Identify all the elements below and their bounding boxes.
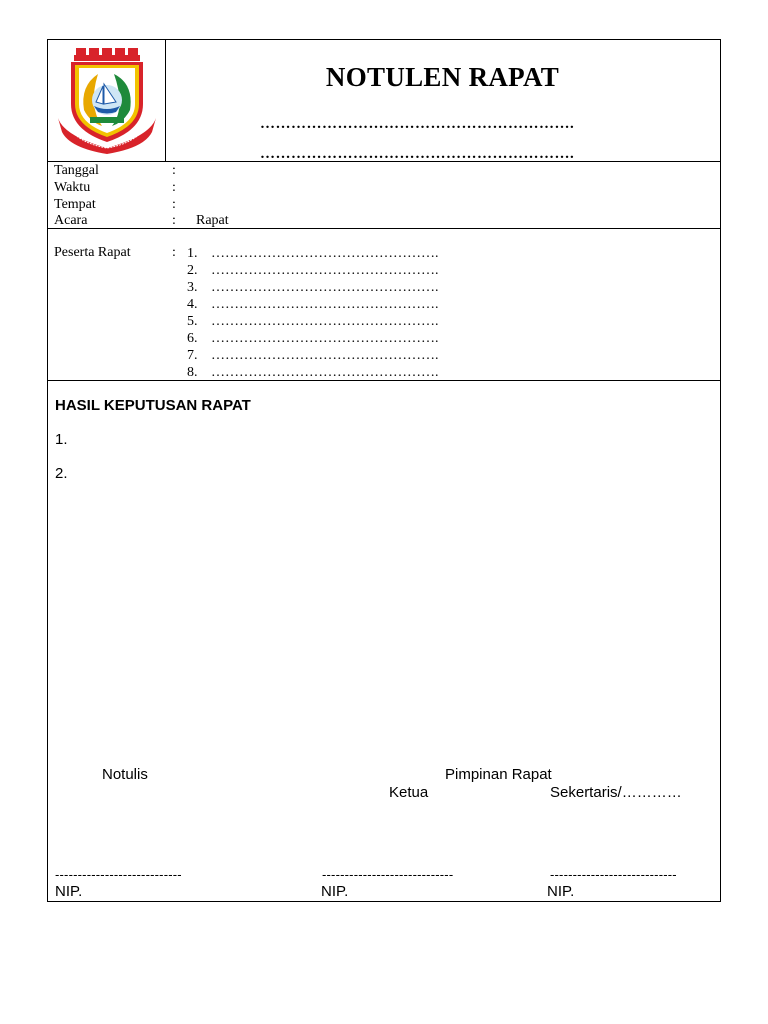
acara-label: Acara [54, 213, 88, 228]
notulis-label: Notulis [102, 766, 148, 783]
results-title: HASIL KEPUTUSAN RAPAT [55, 397, 251, 414]
result-item-1[interactable]: 1. [55, 431, 68, 448]
notulis-signature-line: ---------------------------- [55, 867, 182, 882]
sekertaris-signature-line: ---------------------------- [550, 867, 677, 882]
form-header [48, 40, 720, 162]
document-title: NOTULEN RAPAT [325, 62, 560, 92]
meeting-info [48, 161, 720, 229]
notulis-nip[interactable]: NIP. [55, 883, 83, 900]
tanggal-label: Tanggal [54, 163, 99, 178]
participant-blank: …………………………………………. [211, 263, 439, 278]
participant-blank: …………………………………………. [211, 314, 439, 329]
participant-blank: …………………………………………. [211, 331, 439, 346]
peserta-colon: : [172, 245, 176, 260]
participant-blank: …………………………………………. [211, 280, 439, 295]
participant-blank: …………………………………………. [211, 348, 439, 363]
participant-number: 1. [187, 246, 198, 261]
participant-blank: …………………………………………. [211, 365, 439, 380]
participant-item[interactable] [187, 330, 439, 347]
participant-item[interactable] [187, 262, 439, 279]
participant-item[interactable] [187, 364, 439, 381]
waktu-label: Waktu [54, 180, 91, 195]
acara-value[interactable]: Rapat [196, 213, 229, 228]
participants-section [48, 228, 720, 381]
peserta-label: Peserta Rapat [54, 245, 131, 260]
ketua-signature-line: ----------------------------- [322, 867, 454, 882]
city-emblem-logo [54, 44, 158, 156]
pimpinan-rapat-label: Pimpinan Rapat [445, 766, 552, 783]
title-subline-2: ……………………………………………………. [260, 146, 575, 162]
participant-item[interactable] [187, 296, 439, 313]
participant-number: 7. [187, 348, 198, 363]
participant-number: 2. [187, 263, 198, 278]
participant-number: 8. [187, 365, 198, 380]
tanggal-colon: : [172, 163, 176, 178]
participant-number: 6. [187, 331, 198, 346]
participant-item[interactable] [187, 279, 439, 296]
participant-blank: …………………………………………. [211, 297, 439, 312]
participant-item[interactable] [187, 245, 439, 262]
participant-blank: …………………………………………. [211, 246, 439, 261]
participant-number: 3. [187, 280, 198, 295]
result-item-2[interactable]: 2. [55, 465, 68, 482]
results-section [48, 380, 720, 901]
sekertaris-label: Sekertaris/………… [550, 784, 682, 801]
tempat-colon: : [172, 197, 176, 212]
ketua-label: Ketua [389, 784, 429, 801]
sekertaris-nip[interactable]: NIP. [547, 883, 575, 900]
title-subline-1: ……………………………………………………. [260, 116, 575, 132]
participant-number: 4. [187, 297, 198, 312]
participants-list [187, 245, 439, 381]
participant-item[interactable] [187, 347, 439, 364]
participant-number: 5. [187, 314, 198, 329]
ketua-nip[interactable]: NIP. [321, 883, 349, 900]
participant-item[interactable] [187, 313, 439, 330]
notulen-form [47, 39, 721, 902]
tempat-label: Tempat [54, 197, 96, 212]
waktu-colon: : [172, 180, 176, 195]
logo-cell [48, 40, 166, 161]
acara-colon: : [172, 213, 176, 228]
